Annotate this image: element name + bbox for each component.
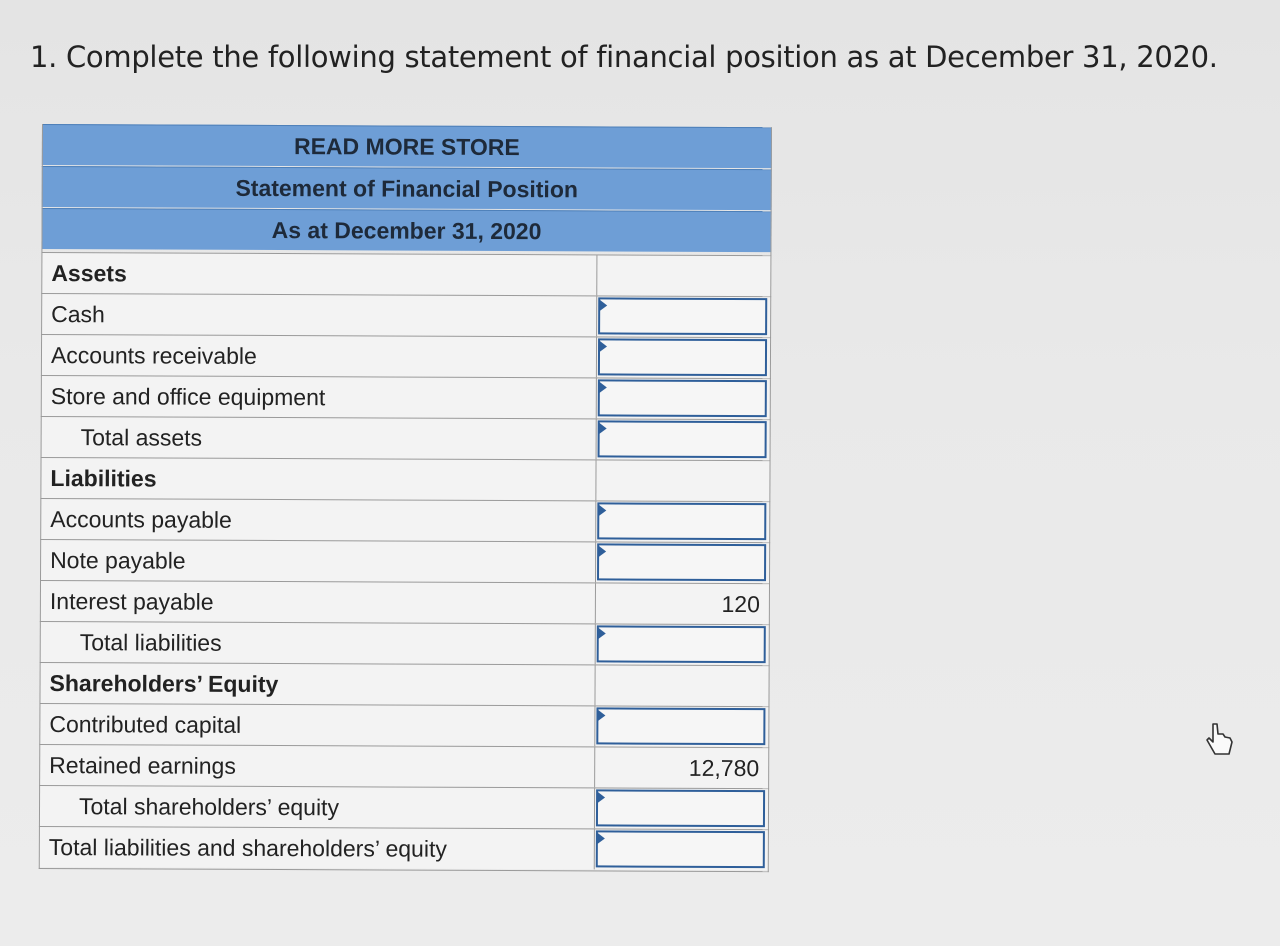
row-label: Accounts payable [50, 506, 232, 533]
column-divider [595, 624, 596, 664]
column-divider [595, 460, 596, 500]
total-assets-input[interactable] [598, 420, 767, 458]
question-text: 1. Complete the following statement of financial position as at December 31, 2020. [30, 40, 1218, 74]
column-divider [594, 747, 595, 787]
total-liabilities-input[interactable] [597, 625, 766, 663]
statement-date-header [41, 208, 771, 252]
row-contributed-capital [39, 703, 769, 747]
column-divider [595, 501, 596, 541]
column-divider [596, 296, 597, 336]
total-shareholders-equity-input[interactable] [596, 789, 765, 827]
row-accounts-payable [40, 498, 770, 542]
column-divider [596, 255, 597, 295]
row-label: Contributed capital [49, 711, 242, 738]
accounts-payable-input[interactable] [597, 502, 766, 540]
store-office-equipment-input[interactable] [598, 379, 767, 417]
section-heading: Shareholders’ Equity [49, 670, 279, 698]
row-total-assets [41, 416, 771, 460]
row-equity-heading [39, 662, 769, 706]
row-label: Total shareholders’ equity [78, 793, 340, 821]
row-label: Retained earnings [49, 752, 236, 779]
row-label: Total assets [80, 424, 203, 451]
column-divider [596, 419, 597, 459]
row-label: Note payable [50, 547, 186, 574]
cash-input[interactable] [598, 297, 767, 335]
company-name: READ MORE STORE [293, 132, 520, 160]
row-store-office-equipment [41, 375, 771, 419]
row-cash [41, 293, 771, 337]
row-label: Total liabilities [79, 629, 222, 656]
row-accounts-receivable [41, 334, 771, 378]
row-label: Total liabilities and shareholders’ equity [48, 834, 447, 862]
company-name-header [42, 124, 772, 168]
row-retained-earnings [39, 744, 769, 788]
row-assets-heading [41, 252, 771, 296]
interest-payable-value: 120 [721, 590, 760, 618]
column-divider [596, 378, 597, 418]
row-total-liabilities-and-equity [39, 826, 769, 870]
column-divider [596, 337, 597, 377]
column-divider [594, 788, 595, 828]
column-divider [594, 829, 595, 869]
contributed-capital-input[interactable] [596, 707, 765, 745]
hand-pointer-icon [1205, 722, 1235, 758]
column-divider [594, 665, 595, 705]
section-heading: Assets [51, 260, 127, 287]
row-label: Interest payable [49, 588, 214, 615]
financial-statement-table [39, 124, 772, 872]
column-divider [594, 706, 595, 746]
total-liabilities-and-equity-input[interactable] [596, 830, 765, 868]
statement-title: Statement of Financial Position [235, 174, 579, 202]
statement-title-header [42, 166, 772, 210]
column-divider [595, 583, 596, 623]
accounts-receivable-input[interactable] [598, 338, 767, 376]
row-note-payable [40, 539, 770, 583]
row-total-liabilities [40, 621, 770, 665]
column-divider [595, 542, 596, 582]
row-label: Store and office equipment [50, 383, 326, 411]
retained-earnings-value: 12,780 [688, 754, 760, 782]
row-liabilities-heading [40, 457, 770, 501]
row-label: Cash [51, 301, 105, 328]
statement-date: As at December 31, 2020 [271, 216, 542, 244]
row-interest-payable [40, 580, 770, 624]
note-payable-input[interactable] [597, 543, 766, 581]
row-label: Accounts receivable [50, 342, 257, 369]
section-heading: Liabilities [50, 465, 157, 492]
row-total-shareholders-equity [39, 785, 769, 829]
